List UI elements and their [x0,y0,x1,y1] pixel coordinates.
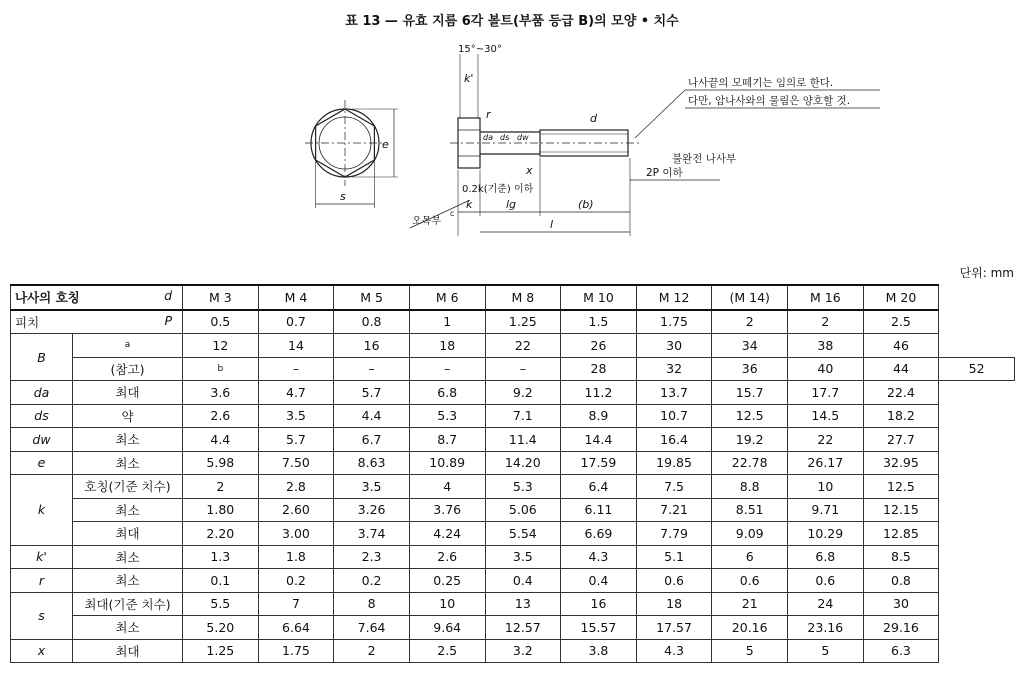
value-cell: 3.5 [258,404,334,428]
table-row [11,357,1015,381]
size-header: (M 14) [712,285,788,310]
value-cell: 26.17 [788,451,864,475]
row-group-label: k' [11,545,73,569]
table-row [11,639,1015,663]
value-cell: 29.16 [863,616,939,640]
table-row [11,522,1015,546]
value-cell: 8.5 [863,545,939,569]
value-cell: 21 [712,592,788,616]
value-cell: 4.4 [334,404,410,428]
value-cell: 5 [788,639,864,663]
value-cell: 7.79 [636,522,712,546]
value-cell: 1.25 [485,310,561,334]
value-cell: 6.8 [409,381,485,405]
table-row [11,498,1015,522]
table-title: 표 13 — 유효 지름 6각 볼트(부품 등급 B)의 모양 • 치수 [345,14,679,29]
value-cell: 3.00 [258,522,334,546]
value-cell: 17.59 [561,451,637,475]
row-group-label: ds [11,404,73,428]
value-cell: 5.54 [485,522,561,546]
row-qualifier: a [73,334,183,358]
table-row [11,310,1015,334]
row-qualifier: 최대 [73,522,183,546]
table-row [11,334,1015,358]
note-fillet-sup: c [450,209,455,218]
value-cell: 6.64 [258,616,334,640]
label-x: x [526,164,533,177]
value-cell: 7.5 [636,475,712,499]
value-cell: 0.6 [788,569,864,593]
value-cell: 30 [636,334,712,358]
value-cell: 7 [258,592,334,616]
value-cell: 28 [561,357,637,381]
size-header: M 12 [636,285,712,310]
value-cell: 0.8 [334,310,410,334]
value-cell: 16 [334,334,410,358]
size-header: M 20 [863,285,939,310]
table-row [11,475,1015,499]
value-cell: 3.76 [409,498,485,522]
value-cell: 6.4 [561,475,637,499]
note-end-1: 나사끝의 모떼기는 임의로 한다. [688,77,834,89]
row-qualifier: 최소 [73,428,183,452]
value-cell: 1.75 [636,310,712,334]
value-cell: 7.64 [334,616,410,640]
value-cell: 22 [485,334,561,358]
value-cell: 8.51 [712,498,788,522]
value-cell: 12.15 [863,498,939,522]
value-cell: 0.7 [258,310,334,334]
table-row [11,616,1015,640]
value-cell: 32 [636,357,712,381]
label-dw: dw [517,133,529,142]
value-cell: 7.21 [636,498,712,522]
row-group-label: e [11,451,73,475]
value-cell: 4.3 [636,639,712,663]
table-row [11,381,1015,405]
value-cell: 1.80 [183,498,259,522]
value-cell: 2.6 [409,545,485,569]
value-cell: 26 [561,334,637,358]
value-cell: 52 [939,357,1015,381]
value-cell: 1.25 [183,639,259,663]
label-k: k [466,198,473,211]
value-cell: 5.5 [183,592,259,616]
value-cell: 13.7 [636,381,712,405]
value-cell: 3.2 [485,639,561,663]
value-cell: 14.4 [561,428,637,452]
value-cell: 8.8 [712,475,788,499]
row-qualifier: 최소 [73,616,183,640]
value-cell: 18 [636,592,712,616]
value-cell: 32.95 [863,451,939,475]
table-row [11,404,1015,428]
value-cell: 30 [863,592,939,616]
row-qualifier: 호칭(기준 치수) [73,475,183,499]
bolt-drawing [300,40,900,240]
value-cell: 0.2 [258,569,334,593]
size-header: M 5 [334,285,410,310]
size-header: M 4 [258,285,334,310]
unit-label: 단위: mm [959,266,1014,280]
size-header: M 16 [788,285,864,310]
row-group-label: s [11,592,73,639]
size-header: M 6 [409,285,485,310]
value-cell: 2.5 [409,639,485,663]
value-cell: 46 [863,334,939,358]
row-qualifier: 최소 [73,498,183,522]
value-cell: 3.8 [561,639,637,663]
row-qualifier: 최대(기준 치수) [73,592,183,616]
value-cell: 5.7 [258,428,334,452]
value-cell: 24 [788,592,864,616]
value-cell: 8.7 [409,428,485,452]
value-cell: 20.16 [712,616,788,640]
value-cell: 1.75 [258,639,334,663]
value-cell: 2.20 [183,522,259,546]
value-cell: 2.3 [334,545,410,569]
value-cell: 4 [409,475,485,499]
row-group-label: r [11,569,73,593]
table-header-row [11,285,1015,310]
row-group-label: da [11,381,73,405]
value-cell: 12.57 [485,616,561,640]
value-cell: 22.78 [712,451,788,475]
label-da: da [483,133,493,142]
value-cell: 7.50 [258,451,334,475]
value-cell: – [409,357,485,381]
note-under-head: 0.2k(기준) 이하 [462,184,534,195]
row-group-label: B [11,334,73,381]
value-cell: 12 [183,334,259,358]
value-cell: 19.85 [636,451,712,475]
value-cell: 15.57 [561,616,637,640]
value-cell: 0.5 [183,310,259,334]
value-cell: 0.8 [863,569,939,593]
label-e: e [382,138,389,151]
value-cell: 10 [409,592,485,616]
value-cell: 9.71 [788,498,864,522]
value-cell: 11.4 [485,428,561,452]
value-cell: 6.69 [561,522,637,546]
table-row [11,545,1015,569]
value-cell: 2 [183,475,259,499]
value-cell: 1 [409,310,485,334]
value-cell: 19.2 [712,428,788,452]
row-qualifier: b [183,357,259,381]
row-group-label: dw [11,428,73,452]
value-cell: 12.5 [863,475,939,499]
value-cell: 5.3 [409,404,485,428]
value-cell: 6.7 [334,428,410,452]
value-cell: 0.2 [334,569,410,593]
value-cell: 8.9 [561,404,637,428]
table-row [11,592,1015,616]
value-cell: 5.1 [636,545,712,569]
value-cell: 1.5 [561,310,637,334]
value-cell: 0.4 [561,569,637,593]
value-cell: 5.98 [183,451,259,475]
value-cell: 2.60 [258,498,334,522]
value-cell: 12.85 [863,522,939,546]
value-cell: 22.4 [863,381,939,405]
label-k-prime: k' [464,72,474,85]
value-cell: 9.09 [712,522,788,546]
value-cell: 18 [409,334,485,358]
value-cell: 5.20 [183,616,259,640]
value-cell: 1.8 [258,545,334,569]
value-cell: 4.24 [409,522,485,546]
value-cell: 36 [712,357,788,381]
size-header: M 10 [561,285,637,310]
value-cell: – [258,357,334,381]
value-cell: 0.6 [712,569,788,593]
label-lg: lg [506,198,517,211]
value-cell: 10 [788,475,864,499]
value-cell: 15.7 [712,381,788,405]
value-cell: 3.6 [183,381,259,405]
value-cell: 0.1 [183,569,259,593]
value-cell: 23.16 [788,616,864,640]
value-cell: 10.89 [409,451,485,475]
value-cell: 5 [712,639,788,663]
value-cell: 14 [258,334,334,358]
row-qualifier: 최소 [73,451,183,475]
value-cell: 16 [561,592,637,616]
value-cell: 27.7 [863,428,939,452]
value-cell: 5.06 [485,498,561,522]
table-row [11,569,1015,593]
note-2p: 2P 이하 [646,167,683,179]
value-cell: 0.6 [636,569,712,593]
value-cell: 9.2 [485,381,561,405]
value-cell: 2 [788,310,864,334]
value-cell: 14.5 [788,404,864,428]
value-cell: 4.7 [258,381,334,405]
label-s: s [340,190,346,203]
value-cell: 8.63 [334,451,410,475]
value-cell: 10.7 [636,404,712,428]
value-cell: 11.2 [561,381,637,405]
value-cell: 1.3 [183,545,259,569]
value-cell: 13 [485,592,561,616]
row-qualifier: 약 [73,404,183,428]
value-cell: 3.5 [334,475,410,499]
value-cell: 0.4 [485,569,561,593]
header-designation [11,285,183,310]
value-cell: 38 [788,334,864,358]
value-cell: 6 [712,545,788,569]
value-cell: 6.11 [561,498,637,522]
value-cell: 14.20 [485,451,561,475]
value-cell: 3.5 [485,545,561,569]
label-b: (b) [578,198,594,211]
value-cell: 9.64 [409,616,485,640]
value-cell: 34 [712,334,788,358]
table-row [11,451,1015,475]
row-pitch-label [11,310,183,334]
row-qualifier: 최소 [73,569,183,593]
value-cell: – [334,357,410,381]
label-d: d [590,112,597,125]
value-cell: 6.3 [863,639,939,663]
note-fillet: 오목부 [412,216,441,227]
note-end-2: 다만, 암나사와의 물림은 양호할 것. [688,95,851,107]
value-cell: 2.5 [863,310,939,334]
value-cell: 2.8 [258,475,334,499]
value-cell: 3.74 [334,522,410,546]
value-cell: 5.3 [485,475,561,499]
value-cell: 44 [863,357,939,381]
value-cell: 4.3 [561,545,637,569]
value-cell: 2 [712,310,788,334]
row-qualifier: 최소 [73,545,183,569]
table-row [11,428,1015,452]
value-cell: 18.2 [863,404,939,428]
dimension-table [10,284,1015,663]
value-cell: 17.7 [788,381,864,405]
value-cell: 6.8 [788,545,864,569]
value-cell: 4.4 [183,428,259,452]
row-qualifier: 최대 [73,639,183,663]
label-l: l [550,218,554,231]
value-cell: 5.7 [334,381,410,405]
value-cell: 0.25 [409,569,485,593]
value-cell: 2 [334,639,410,663]
row-qualifier: 최대 [73,381,183,405]
value-cell: 10.29 [788,522,864,546]
value-cell: 3.26 [334,498,410,522]
value-cell: 16.4 [636,428,712,452]
pitch-label: 피치 [15,314,40,330]
value-cell: 22 [788,428,864,452]
row-group-label: (참고) [73,357,183,381]
label-r: r [486,108,491,121]
label-ds: ds [500,133,510,142]
value-cell: 40 [788,357,864,381]
header-symbol: d [164,288,173,304]
header-label: 나사의 호칭 [15,290,80,306]
value-cell: 12.5 [712,404,788,428]
row-group-label: k [11,475,73,546]
row-group-label: x [11,639,73,663]
value-cell: – [485,357,561,381]
value-cell: 2.6 [183,404,259,428]
pitch-symbol: P [164,312,173,328]
value-cell: 17.57 [636,616,712,640]
size-header: M 8 [485,285,561,310]
label-angle: 15°~30° [458,44,502,55]
size-header: M 3 [183,285,259,310]
value-cell: 7.1 [485,404,561,428]
note-incomplete-thread: 불완전 나사부 [672,153,737,165]
value-cell: 8 [334,592,410,616]
